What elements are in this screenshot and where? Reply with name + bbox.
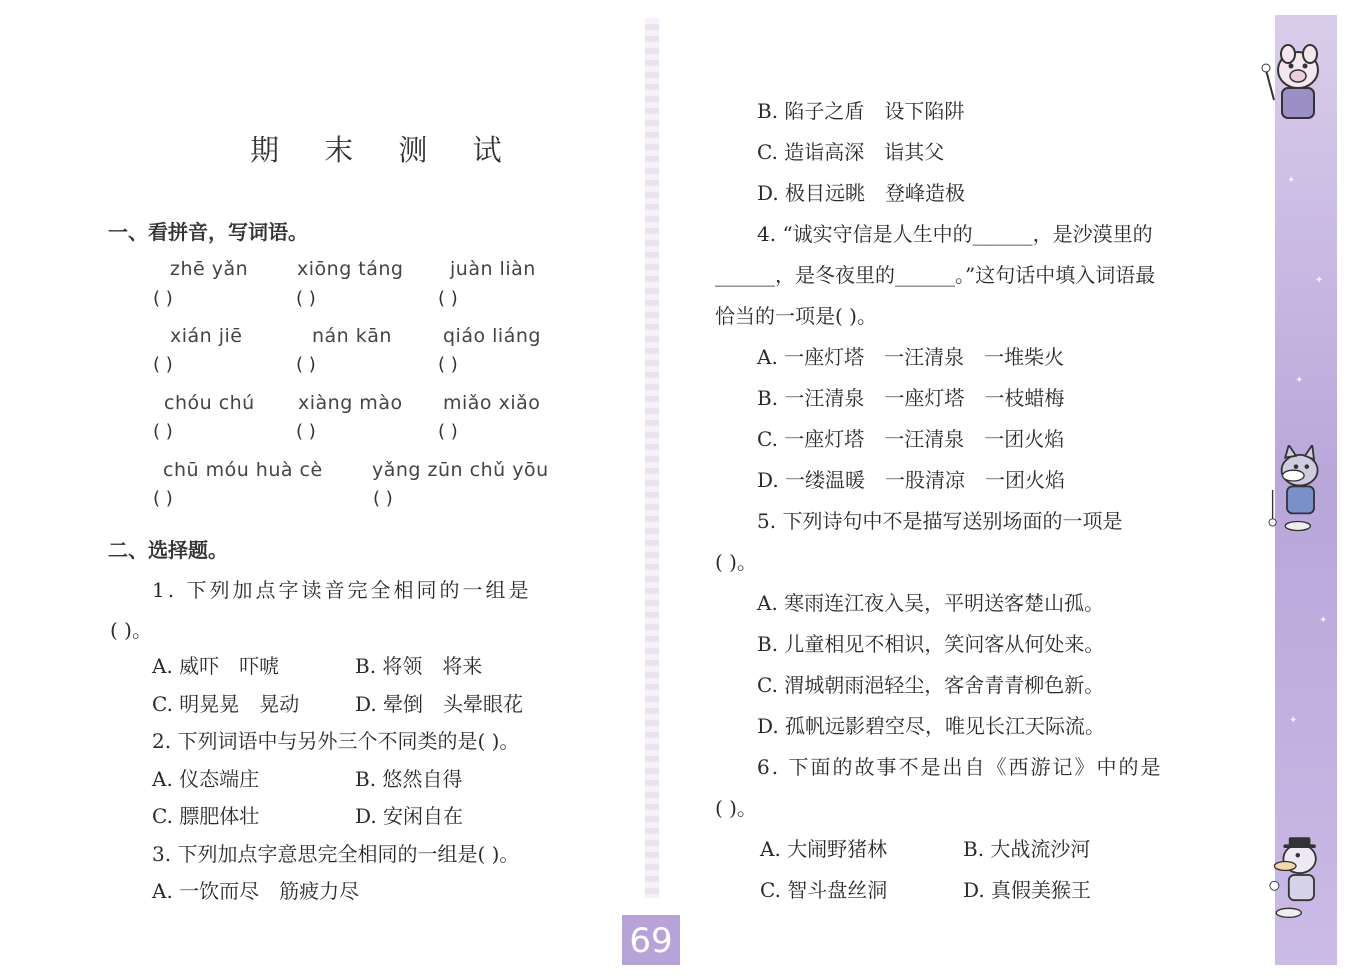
pinyin-item: chóu chú [164,392,255,414]
option-line: C. 智斗盘丝洞 [760,878,888,902]
star-icon: ✦ [1295,375,1304,386]
question-line: 恰当的一项是( )。 [715,304,877,328]
option-line: C. 一座灯塔 一汪清泉 一团火焰 [757,427,1065,451]
pinyin-item: yǎng zūn chǔ yōu [372,459,549,481]
question-line: 6. 下面的故事不是出自《西游记》中的是 [757,755,1163,779]
page-title: 期 末 测 试 [250,133,520,167]
option-line: D. 一缕温暖 一股清凉 一团火焰 [757,468,1066,492]
question-line: ______，是冬夜里的______。”这句话中填入词语最 [715,263,1156,287]
answer-blank[interactable]: ( ) [438,288,458,309]
answer-blank[interactable]: ( ) [438,354,458,375]
star-icon: ✦ [1319,615,1328,626]
answer-blank[interactable]: ( ) [296,354,316,375]
option-line: A. 威吓 吓唬 [152,654,280,678]
right-page [660,0,1275,979]
option-line: C. 膘肥体壮 [152,804,260,828]
section-heading-2: 二、选择题。 [108,538,228,562]
answer-blank[interactable]: ( ) [296,288,316,309]
question-line: 1. 下列加点字读音完全相同的一组是 [152,578,532,602]
answer-blank[interactable]: ( ) [153,488,173,509]
option-line: A. 仪态端庄 [152,767,260,791]
option-line: A. 一饮而尽 筋疲力尽 [152,879,360,903]
duck-mascot-icon [1258,830,1334,920]
question-line: ( )。 [715,796,757,820]
option-line: A. 寒雨连江夜入吴，平明送客楚山孤。 [757,591,1105,615]
pinyin-item: xiàng mào [298,392,403,414]
answer-blank[interactable]: ( ) [153,421,173,442]
option-line: D. 真假美猴王 [963,878,1092,902]
question-line: ( )。 [715,550,757,574]
star-icon: ✦ [1289,715,1298,726]
answer-blank[interactable]: ( ) [438,421,458,442]
page-fold [645,18,659,898]
option-line: C. 造诣高深 诣其父 [757,140,945,164]
question-line: 3. 下列加点字意思完全相同的一组是( )。 [152,842,520,866]
page-number: 69 [622,915,680,965]
answer-blank[interactable]: ( ) [296,421,316,442]
option-line: A. 大闹野猪林 [760,837,888,861]
question-line: ( )。 [110,618,152,642]
left-page [0,0,650,979]
question-line: 4. “诚实守信是人生中的______，是沙漠里的 [757,222,1153,246]
option-line: D. 安闲自在 [355,804,464,828]
section-heading-1: 一、看拼音，写词语。 [108,220,308,244]
question-line: 5. 下列诗句中不是描写送别场面的一项是 [757,509,1123,533]
option-line: D. 极目远眺 登峰造极 [757,181,966,205]
pinyin-item: chū móu huà cè [163,459,323,481]
star-icon: ✦ [1315,275,1324,286]
option-line: B. 儿童相见不相识，笑问客从何处来。 [757,632,1105,656]
option-line: B. 大战流沙河 [963,837,1091,861]
pinyin-item: juàn liàn [450,258,536,280]
pinyin-item: qiáo liáng [443,325,541,347]
option-line: B. 一汪清泉 一座灯塔 一枝蜡梅 [757,386,1065,410]
pig-mascot-icon [1258,40,1334,130]
option-line: B. 将领 将来 [355,654,483,678]
answer-blank[interactable]: ( ) [153,354,173,375]
question-line: 2. 下列词语中与另外三个不同类的是( )。 [152,729,520,753]
answer-blank[interactable]: ( ) [373,488,393,509]
option-line: C. 渭城朝雨浥轻尘，客舍青青柳色新。 [757,673,1105,697]
star-icon: ✦ [1287,175,1296,186]
pinyin-item: miǎo xiǎo [443,392,541,414]
option-line: D. 孤帆远影碧空尽，唯见长江天际流。 [757,714,1106,738]
pinyin-item: xiōng táng [297,258,404,280]
pinyin-item: xián jiē [170,325,243,347]
wolf-mascot-icon [1258,445,1334,535]
option-line: C. 明晃晃 晃动 [152,692,300,716]
option-line: D. 晕倒 头晕眼花 [355,692,524,716]
option-line: B. 陷子之盾 设下陷阱 [757,99,965,123]
answer-blank[interactable]: ( ) [153,288,173,309]
pinyin-item: zhē yǎn [170,258,249,280]
pinyin-item: nán kān [312,325,392,347]
option-line: A. 一座灯塔 一汪清泉 一堆柴火 [757,345,1065,369]
option-line: B. 悠然自得 [355,767,463,791]
